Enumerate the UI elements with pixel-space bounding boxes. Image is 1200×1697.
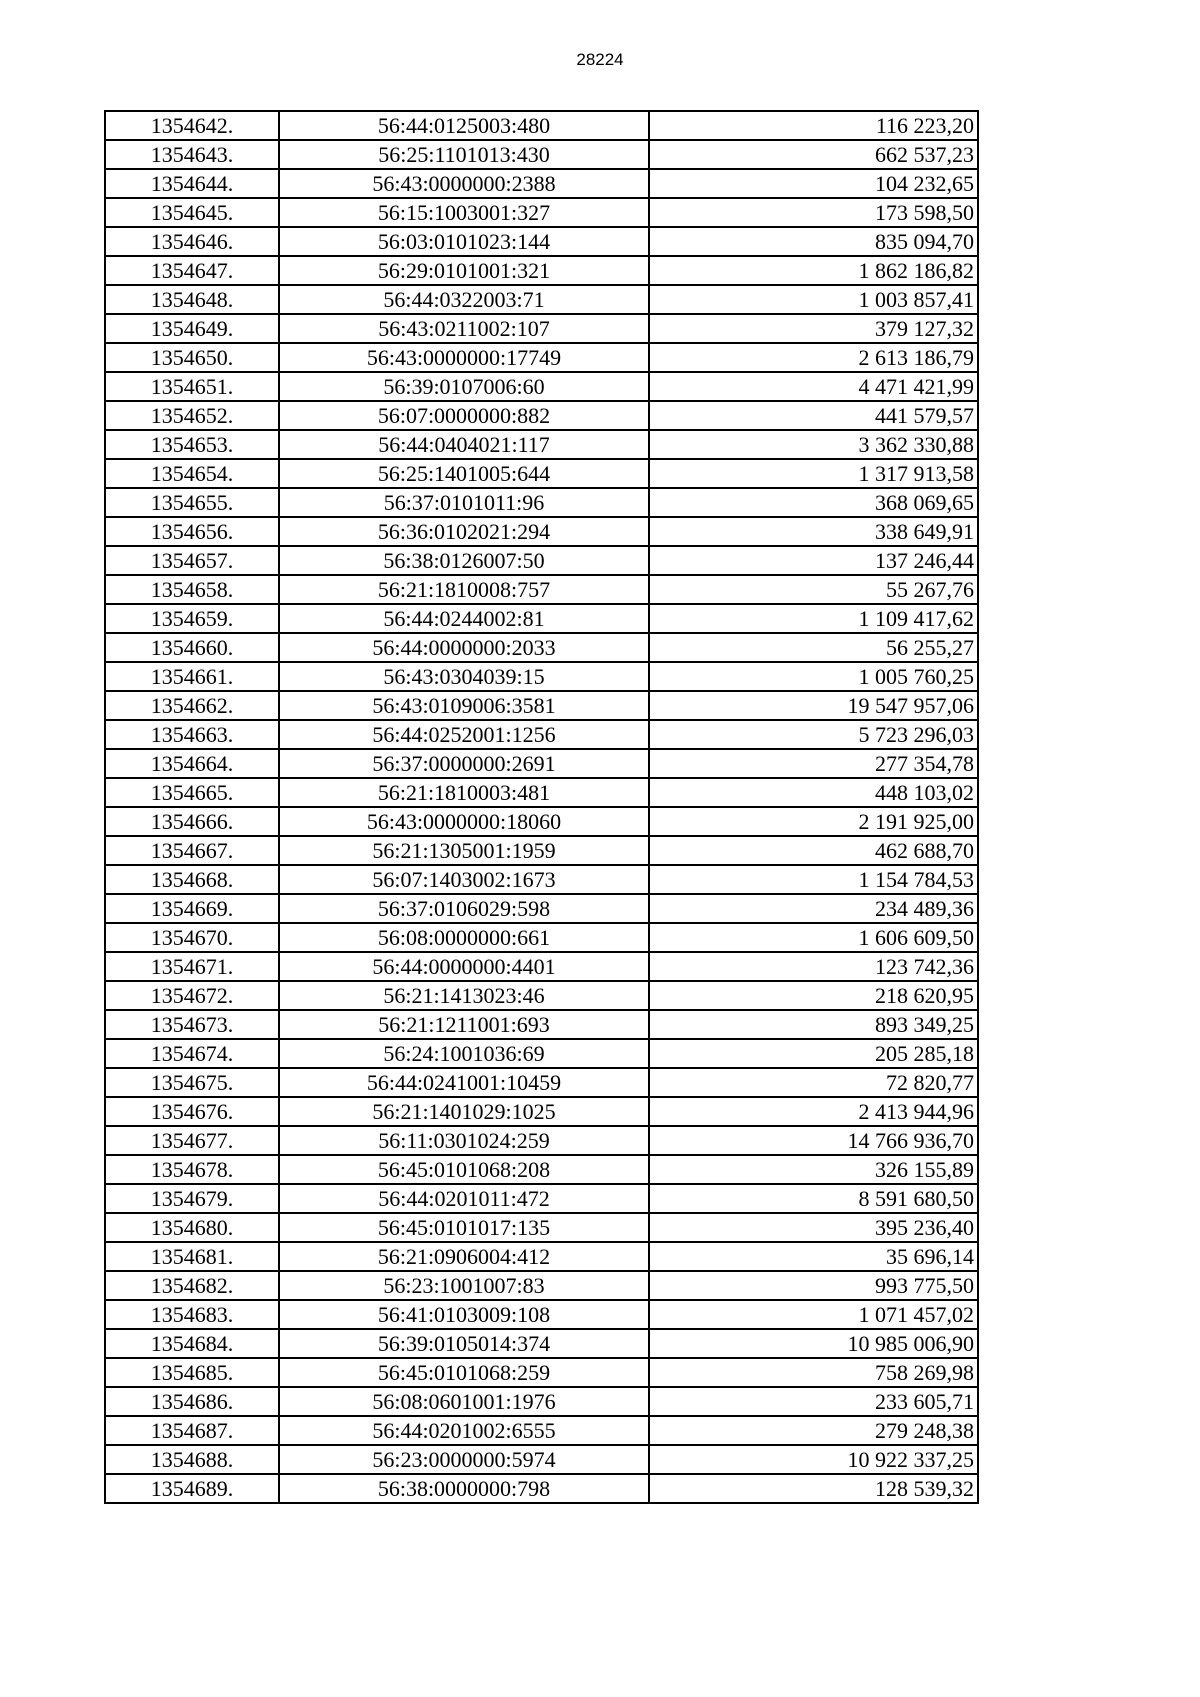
cadastral-number-cell: 56:44:0000000:4401 <box>279 952 649 981</box>
cadastral-value-cell: 137 246,44 <box>649 546 978 575</box>
row-number-cell: 1354672. <box>105 981 279 1010</box>
cadastral-number-cell: 56:21:0906004:412 <box>279 1242 649 1271</box>
table-row <box>105 1126 978 1155</box>
row-number-cell: 1354658. <box>105 575 279 604</box>
row-number-cell: 1354648. <box>105 285 279 314</box>
cadastral-value-cell: 2 613 186,79 <box>649 343 978 372</box>
cadastral-value-cell: 1 071 457,02 <box>649 1300 978 1329</box>
cadastral-number-cell: 56:24:1001036:69 <box>279 1039 649 1068</box>
row-number-cell: 1354663. <box>105 720 279 749</box>
cadastral-value-cell: 1 005 760,25 <box>649 662 978 691</box>
row-number-cell: 1354681. <box>105 1242 279 1271</box>
cadastral-number-cell: 56:29:0101001:321 <box>279 256 649 285</box>
table-row <box>105 1416 978 1445</box>
cadastral-value-cell: 2 413 944,96 <box>649 1097 978 1126</box>
cadastral-number-cell: 56:36:0102021:294 <box>279 517 649 546</box>
table-row <box>105 836 978 865</box>
cadastral-number-cell: 56:44:0201011:472 <box>279 1184 649 1213</box>
row-number-cell: 1354685. <box>105 1358 279 1387</box>
cadastral-value-cell: 1 003 857,41 <box>649 285 978 314</box>
cadastral-number-cell: 56:08:0000000:661 <box>279 923 649 952</box>
cadastral-number-cell: 56:44:0125003:480 <box>279 111 649 140</box>
cadastral-value-cell: 10 922 337,25 <box>649 1445 978 1474</box>
table-row <box>105 720 978 749</box>
cadastral-number-cell: 56:23:1001007:83 <box>279 1271 649 1300</box>
cadastral-number-cell: 56:39:0105014:374 <box>279 1329 649 1358</box>
table-row <box>105 1213 978 1242</box>
cadastral-value-cell: 662 537,23 <box>649 140 978 169</box>
table-row <box>105 1068 978 1097</box>
row-number-cell: 1354660. <box>105 633 279 662</box>
cadastral-value-cell: 1 109 417,62 <box>649 604 978 633</box>
table-row <box>105 1445 978 1474</box>
cadastral-value-cell: 10 985 006,90 <box>649 1329 978 1358</box>
table-row <box>105 749 978 778</box>
cadastral-number-cell: 56:21:1413023:46 <box>279 981 649 1010</box>
cadastral-number-cell: 56:44:0241001:10459 <box>279 1068 649 1097</box>
row-number-cell: 1354675. <box>105 1068 279 1097</box>
cadastral-value-cell: 379 127,32 <box>649 314 978 343</box>
row-number-cell: 1354664. <box>105 749 279 778</box>
table-row <box>105 923 978 952</box>
cadastral-value-table <box>104 110 979 1504</box>
row-number-cell: 1354655. <box>105 488 279 517</box>
cadastral-number-cell: 56:43:0000000:17749 <box>279 343 649 372</box>
cadastral-value-cell: 835 094,70 <box>649 227 978 256</box>
cadastral-number-cell: 56:43:0304039:15 <box>279 662 649 691</box>
cadastral-value-cell: 19 547 957,06 <box>649 691 978 720</box>
cadastral-value-cell: 277 354,78 <box>649 749 978 778</box>
cadastral-number-cell: 56:21:1305001:1959 <box>279 836 649 865</box>
row-number-cell: 1354645. <box>105 198 279 227</box>
cadastral-value-cell: 2 191 925,00 <box>649 807 978 836</box>
cadastral-value-cell: 441 579,57 <box>649 401 978 430</box>
table-row <box>105 894 978 923</box>
table-row <box>105 1242 978 1271</box>
cadastral-number-cell: 56:08:0601001:1976 <box>279 1387 649 1416</box>
row-number-cell: 1354678. <box>105 1155 279 1184</box>
cadastral-number-cell: 56:41:0103009:108 <box>279 1300 649 1329</box>
row-number-cell: 1354647. <box>105 256 279 285</box>
table-row <box>105 575 978 604</box>
cadastral-number-cell: 56:43:0000000:2388 <box>279 169 649 198</box>
row-number-cell: 1354644. <box>105 169 279 198</box>
row-number-cell: 1354649. <box>105 314 279 343</box>
table-row <box>105 807 978 836</box>
row-number-cell: 1354680. <box>105 1213 279 1242</box>
row-number-cell: 1354684. <box>105 1329 279 1358</box>
row-number-cell: 1354683. <box>105 1300 279 1329</box>
row-number-cell: 1354679. <box>105 1184 279 1213</box>
cadastral-number-cell: 56:25:1101013:430 <box>279 140 649 169</box>
cadastral-value-cell: 368 069,65 <box>649 488 978 517</box>
row-number-cell: 1354688. <box>105 1445 279 1474</box>
table-row <box>105 1271 978 1300</box>
table-row <box>105 1097 978 1126</box>
table-row <box>105 256 978 285</box>
row-number-cell: 1354668. <box>105 865 279 894</box>
table-row <box>105 488 978 517</box>
row-number-cell: 1354677. <box>105 1126 279 1155</box>
table-row <box>105 981 978 1010</box>
cadastral-number-cell: 56:37:0000000:2691 <box>279 749 649 778</box>
table-row <box>105 1358 978 1387</box>
row-number-cell: 1354646. <box>105 227 279 256</box>
cadastral-value-cell: 893 349,25 <box>649 1010 978 1039</box>
cadastral-value-cell: 218 620,95 <box>649 981 978 1010</box>
cadastral-number-cell: 56:45:0101068:208 <box>279 1155 649 1184</box>
table-row <box>105 343 978 372</box>
cadastral-value-cell: 116 223,20 <box>649 111 978 140</box>
table-row <box>105 1329 978 1358</box>
cadastral-value-cell: 5 723 296,03 <box>649 720 978 749</box>
cadastral-number-cell: 56:23:0000000:5974 <box>279 1445 649 1474</box>
table-row <box>105 1184 978 1213</box>
row-number-cell: 1354653. <box>105 430 279 459</box>
cadastral-value-cell: 326 155,89 <box>649 1155 978 1184</box>
row-number-cell: 1354674. <box>105 1039 279 1068</box>
cadastral-number-cell: 56:21:1810008:757 <box>279 575 649 604</box>
row-number-cell: 1354650. <box>105 343 279 372</box>
row-number-cell: 1354652. <box>105 401 279 430</box>
table-row <box>105 604 978 633</box>
table-row <box>105 140 978 169</box>
table-row <box>105 1039 978 1068</box>
row-number-cell: 1354671. <box>105 952 279 981</box>
cadastral-value-cell: 1 862 186,82 <box>649 256 978 285</box>
table-row <box>105 401 978 430</box>
table-row <box>105 1387 978 1416</box>
row-number-cell: 1354687. <box>105 1416 279 1445</box>
table-row <box>105 546 978 575</box>
cadastral-value-cell: 55 267,76 <box>649 575 978 604</box>
cadastral-number-cell: 56:37:0106029:598 <box>279 894 649 923</box>
row-number-cell: 1354682. <box>105 1271 279 1300</box>
row-number-cell: 1354667. <box>105 836 279 865</box>
page-number: 28224 <box>576 50 624 69</box>
table-row <box>105 865 978 894</box>
cadastral-value-cell: 462 688,70 <box>649 836 978 865</box>
cadastral-number-cell: 56:45:0101017:135 <box>279 1213 649 1242</box>
row-number-cell: 1354689. <box>105 1474 279 1503</box>
table-row <box>105 778 978 807</box>
table-row <box>105 314 978 343</box>
cadastral-value-cell: 758 269,98 <box>649 1358 978 1387</box>
row-number-cell: 1354666. <box>105 807 279 836</box>
row-number-cell: 1354661. <box>105 662 279 691</box>
row-number-cell: 1354654. <box>105 459 279 488</box>
cadastral-value-cell: 993 775,50 <box>649 1271 978 1300</box>
cadastral-value-cell: 123 742,36 <box>649 952 978 981</box>
table-body <box>105 111 978 1503</box>
table-row <box>105 169 978 198</box>
cadastral-number-cell: 56:44:0252001:1256 <box>279 720 649 749</box>
table-row <box>105 1010 978 1039</box>
cadastral-number-cell: 56:43:0109006:3581 <box>279 691 649 720</box>
table-row <box>105 111 978 140</box>
cadastral-value-cell: 233 605,71 <box>649 1387 978 1416</box>
cadastral-value-cell: 1 606 609,50 <box>649 923 978 952</box>
cadastral-value-cell: 128 539,32 <box>649 1474 978 1503</box>
cadastral-number-cell: 56:44:0244002:81 <box>279 604 649 633</box>
row-number-cell: 1354656. <box>105 517 279 546</box>
cadastral-value-cell: 205 285,18 <box>649 1039 978 1068</box>
cadastral-value-cell: 8 591 680,50 <box>649 1184 978 1213</box>
table-row <box>105 459 978 488</box>
row-number-cell: 1354670. <box>105 923 279 952</box>
cadastral-value-cell: 279 248,38 <box>649 1416 978 1445</box>
cadastral-number-cell: 56:03:0101023:144 <box>279 227 649 256</box>
cadastral-number-cell: 56:38:0000000:798 <box>279 1474 649 1503</box>
row-number-cell: 1354659. <box>105 604 279 633</box>
cadastral-value-cell: 1 317 913,58 <box>649 459 978 488</box>
row-number-cell: 1354662. <box>105 691 279 720</box>
table-row <box>105 430 978 459</box>
table-row <box>105 1474 978 1503</box>
cadastral-value-cell: 104 232,65 <box>649 169 978 198</box>
row-number-cell: 1354673. <box>105 1010 279 1039</box>
cadastral-number-cell: 56:15:1003001:327 <box>279 198 649 227</box>
cadastral-number-cell: 56:44:0322003:71 <box>279 285 649 314</box>
cadastral-number-cell: 56:43:0000000:18060 <box>279 807 649 836</box>
cadastral-number-cell: 56:45:0101068:259 <box>279 1358 649 1387</box>
cadastral-value-cell: 14 766 936,70 <box>649 1126 978 1155</box>
table-row <box>105 227 978 256</box>
row-number-cell: 1354642. <box>105 111 279 140</box>
cadastral-number-cell: 56:25:1401005:644 <box>279 459 649 488</box>
cadastral-number-cell: 56:37:0101011:96 <box>279 488 649 517</box>
table-row <box>105 691 978 720</box>
cadastral-number-cell: 56:21:1211001:693 <box>279 1010 649 1039</box>
row-number-cell: 1354651. <box>105 372 279 401</box>
cadastral-number-cell: 56:39:0107006:60 <box>279 372 649 401</box>
cadastral-value-cell: 72 820,77 <box>649 1068 978 1097</box>
row-number-cell: 1354686. <box>105 1387 279 1416</box>
table-row <box>105 952 978 981</box>
cadastral-number-cell: 56:44:0000000:2033 <box>279 633 649 662</box>
cadastral-number-cell: 56:21:1810003:481 <box>279 778 649 807</box>
row-number-cell: 1354665. <box>105 778 279 807</box>
cadastral-number-cell: 56:07:0000000:882 <box>279 401 649 430</box>
cadastral-value-cell: 56 255,27 <box>649 633 978 662</box>
table-row <box>105 198 978 227</box>
cadastral-number-cell: 56:44:0201002:6555 <box>279 1416 649 1445</box>
table-row <box>105 1155 978 1184</box>
cadastral-value-cell: 395 236,40 <box>649 1213 978 1242</box>
cadastral-value-cell: 448 103,02 <box>649 778 978 807</box>
table-row <box>105 1300 978 1329</box>
table-row <box>105 372 978 401</box>
cadastral-number-cell: 56:44:0404021:117 <box>279 430 649 459</box>
row-number-cell: 1354657. <box>105 546 279 575</box>
cadastral-number-cell: 56:21:1401029:1025 <box>279 1097 649 1126</box>
cadastral-number-cell: 56:11:0301024:259 <box>279 1126 649 1155</box>
cadastral-value-cell: 234 489,36 <box>649 894 978 923</box>
cadastral-value-cell: 4 471 421,99 <box>649 372 978 401</box>
table-row <box>105 662 978 691</box>
cadastral-number-cell: 56:07:1403002:1673 <box>279 865 649 894</box>
cadastral-number-cell: 56:43:0211002:107 <box>279 314 649 343</box>
cadastral-number-cell: 56:38:0126007:50 <box>279 546 649 575</box>
row-number-cell: 1354676. <box>105 1097 279 1126</box>
cadastral-value-cell: 1 154 784,53 <box>649 865 978 894</box>
row-number-cell: 1354643. <box>105 140 279 169</box>
table-row <box>105 285 978 314</box>
row-number-cell: 1354669. <box>105 894 279 923</box>
table-row <box>105 633 978 662</box>
cadastral-value-cell: 173 598,50 <box>649 198 978 227</box>
cadastral-value-cell: 3 362 330,88 <box>649 430 978 459</box>
cadastral-value-cell: 35 696,14 <box>649 1242 978 1271</box>
cadastral-value-cell: 338 649,91 <box>649 517 978 546</box>
table-row <box>105 517 978 546</box>
